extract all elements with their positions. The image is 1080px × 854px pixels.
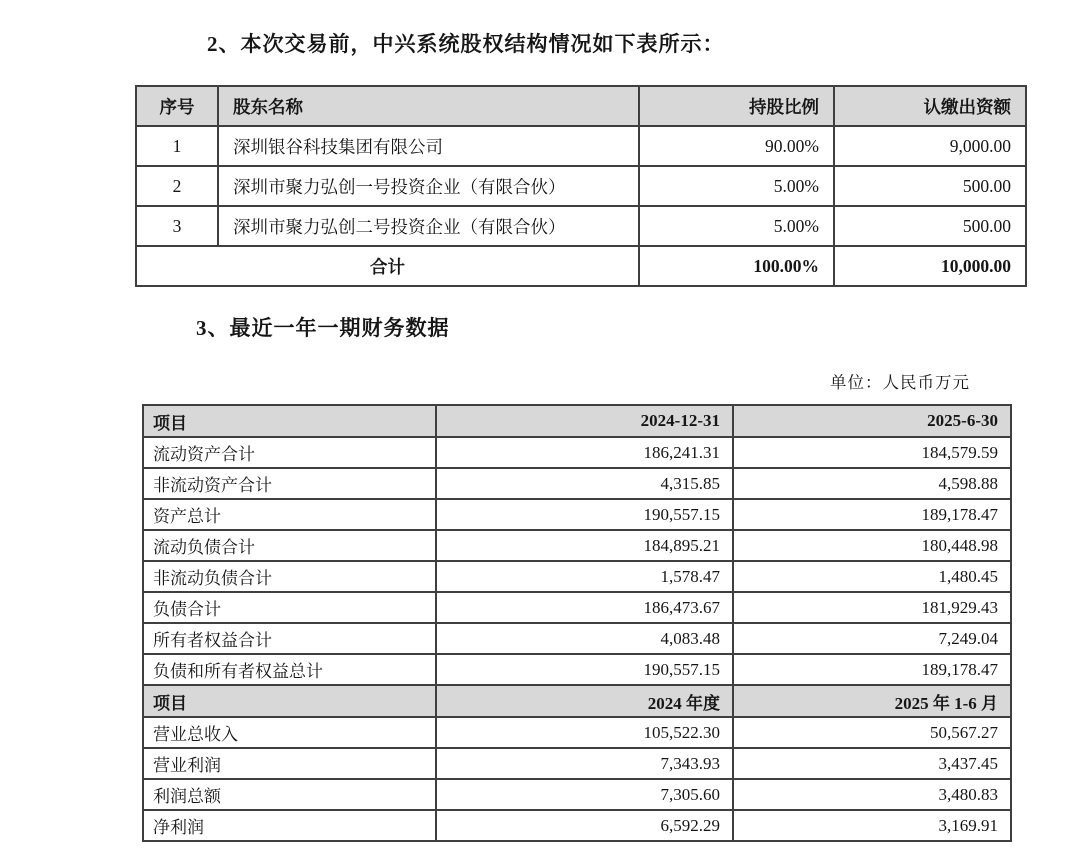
financial-data-table: [142, 404, 1012, 842]
column-header-seq: 序号: [136, 86, 218, 126]
cell-capital: 500.00: [834, 166, 1026, 206]
cell-item: 所有者权益合计: [143, 623, 436, 654]
column-header-item: 项目: [143, 405, 436, 437]
cell-value-1: 7,343.93: [436, 748, 733, 779]
table-row: [143, 779, 1011, 810]
table-row: [143, 468, 1011, 499]
cell-item: 资产总计: [143, 499, 436, 530]
total-row: [136, 246, 1026, 286]
table-row: [143, 810, 1011, 841]
cell-value-2: 3,437.45: [733, 748, 1011, 779]
unit-note: 单位：人民币万元: [830, 373, 970, 392]
cell-value-1: 105,522.30: [436, 717, 733, 748]
cell-value-1: 4,083.48: [436, 623, 733, 654]
table-row: [136, 126, 1026, 166]
total-ratio: 100.00%: [639, 246, 834, 286]
cell-value-2: 189,178.47: [733, 499, 1011, 530]
table-row: [143, 499, 1011, 530]
cell-item: 营业总收入: [143, 717, 436, 748]
table-row: [143, 437, 1011, 468]
cell-seq: 3: [136, 206, 218, 246]
cell-ratio: 90.00%: [639, 126, 834, 166]
equity-structure-table: [135, 85, 1027, 287]
table-row: [136, 206, 1026, 246]
table-row: [143, 717, 1011, 748]
column-header-2024-year: 2024 年度: [436, 685, 733, 717]
table-row: [143, 748, 1011, 779]
cell-item: 非流动负债合计: [143, 561, 436, 592]
cell-value-1: 190,557.15: [436, 499, 733, 530]
column-header-ratio: 持股比例: [639, 86, 834, 126]
cell-value-1: 1,578.47: [436, 561, 733, 592]
cell-value-2: 1,480.45: [733, 561, 1011, 592]
cell-value-2: 4,598.88: [733, 468, 1011, 499]
cell-name: 深圳银谷科技集团有限公司: [218, 126, 639, 166]
total-capital: 10,000.00: [834, 246, 1026, 286]
column-header-2025-h1: 2025 年 1-6 月: [733, 685, 1011, 717]
cell-item: 利润总额: [143, 779, 436, 810]
section-2-heading: 2、本次交易前，中兴系统股权结构情况如下表所示：: [207, 32, 725, 56]
column-header-item: 项目: [143, 685, 436, 717]
cell-value-2: 181,929.43: [733, 592, 1011, 623]
cell-value-2: 189,178.47: [733, 654, 1011, 685]
table-row: [143, 592, 1011, 623]
cell-value-2: 50,567.27: [733, 717, 1011, 748]
total-label: 合计: [136, 246, 639, 286]
cell-value-1: 184,895.21: [436, 530, 733, 561]
column-header-capital: 认缴出资额: [834, 86, 1026, 126]
cell-item: 流动负债合计: [143, 530, 436, 561]
column-header-name: 股东名称: [218, 86, 639, 126]
cell-value-2: 184,579.59: [733, 437, 1011, 468]
table-row: [136, 166, 1026, 206]
cell-value-1: 7,305.60: [436, 779, 733, 810]
section-3-heading: 3、最近一年一期财务数据: [196, 316, 450, 340]
column-header-2024-12-31: 2024-12-31: [436, 405, 733, 437]
cell-value-1: 190,557.15: [436, 654, 733, 685]
cell-value-2: 7,249.04: [733, 623, 1011, 654]
income-header-row: [143, 685, 1011, 717]
cell-value-1: 186,473.67: [436, 592, 733, 623]
table-row: [143, 654, 1011, 685]
cell-value-2: 3,480.83: [733, 779, 1011, 810]
cell-value-1: 4,315.85: [436, 468, 733, 499]
cell-item: 非流动资产合计: [143, 468, 436, 499]
cell-item: 负债合计: [143, 592, 436, 623]
cell-seq: 2: [136, 166, 218, 206]
cell-value-2: 180,448.98: [733, 530, 1011, 561]
cell-item: 流动资产合计: [143, 437, 436, 468]
table-row: [143, 623, 1011, 654]
equity-table-header-row: [136, 86, 1026, 126]
cell-item: 负债和所有者权益总计: [143, 654, 436, 685]
cell-ratio: 5.00%: [639, 166, 834, 206]
table-row: [143, 561, 1011, 592]
cell-name: 深圳市聚力弘创一号投资企业（有限合伙）: [218, 166, 639, 206]
cell-value-1: 186,241.31: [436, 437, 733, 468]
cell-ratio: 5.00%: [639, 206, 834, 246]
table-row: [143, 530, 1011, 561]
balance-header-row: [143, 405, 1011, 437]
column-header-2025-6-30: 2025-6-30: [733, 405, 1011, 437]
cell-seq: 1: [136, 126, 218, 166]
cell-name: 深圳市聚力弘创二号投资企业（有限合伙）: [218, 206, 639, 246]
cell-capital: 500.00: [834, 206, 1026, 246]
cell-item: 净利润: [143, 810, 436, 841]
cell-value-2: 3,169.91: [733, 810, 1011, 841]
cell-capital: 9,000.00: [834, 126, 1026, 166]
cell-value-1: 6,592.29: [436, 810, 733, 841]
cell-item: 营业利润: [143, 748, 436, 779]
